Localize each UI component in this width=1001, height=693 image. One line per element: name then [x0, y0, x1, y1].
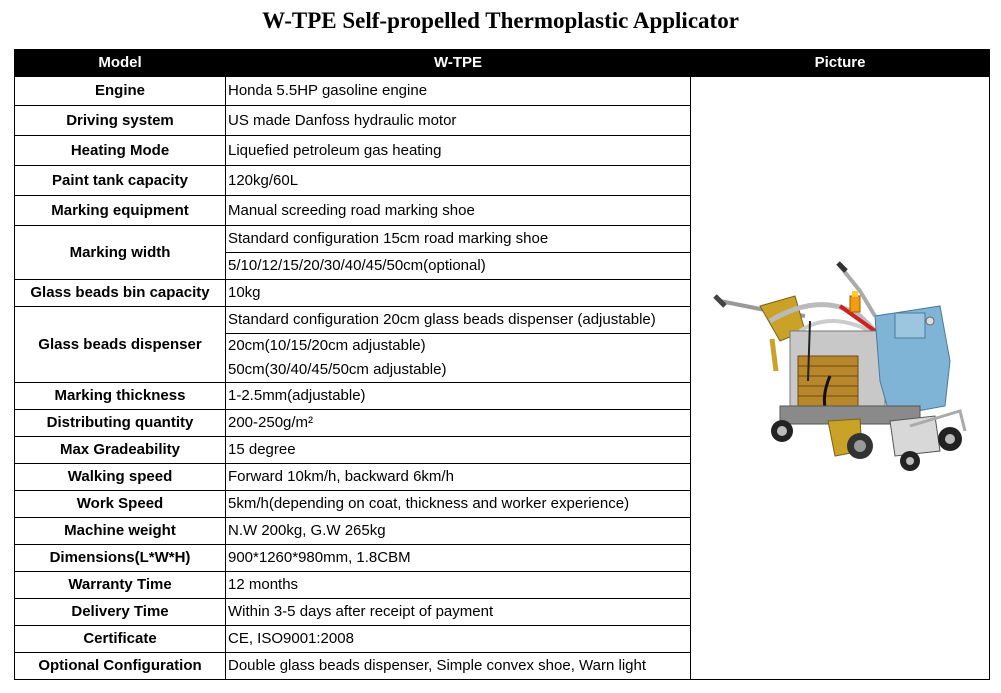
row-value: 10kg [226, 280, 691, 307]
row-value: Manual screeding road marking shoe [226, 196, 691, 226]
row-value: Honda 5.5HP gasoline engine [226, 77, 691, 106]
machine-picture [691, 77, 990, 680]
row-value: 1-2.5mm(adjustable) [226, 383, 691, 410]
row-value: Forward 10km/h, backward 6km/h [226, 464, 691, 491]
row-label: Warranty Time [15, 572, 226, 599]
row-value: 15 degree [226, 437, 691, 464]
row-value: 900*1260*980mm, 1.8CBM [226, 545, 691, 572]
row-value: 12 months [226, 572, 691, 599]
row-value: 200-250g/m² [226, 410, 691, 437]
row-label: Dimensions(L*W*H) [15, 545, 226, 572]
row-label: Walking speed [15, 464, 226, 491]
table-header-row [15, 50, 990, 77]
thermoplastic-applicator-image [710, 261, 970, 491]
row-label: Work Speed [15, 491, 226, 518]
row-value: 5/10/12/15/20/30/40/45/50cm(optional) [226, 253, 691, 280]
row-value: 5km/h(depending on coat, thickness and worker experience) [226, 491, 691, 518]
spec-table [14, 49, 990, 680]
row-label: Marking equipment [15, 196, 226, 226]
row-value: N.W 200kg, G.W 265kg [226, 518, 691, 545]
row-value: Double glass beads dispenser, Simple convex shoe, Warn light [226, 653, 691, 680]
row-label: Paint tank capacity [15, 166, 226, 196]
row-label: Heating Mode [15, 136, 226, 166]
row-value: CE, ISO9001:2008 [226, 626, 691, 653]
row-label: Driving system [15, 106, 226, 136]
header-model-value: W-TPE [226, 50, 691, 77]
row-label: Glass beads dispenser [15, 307, 226, 383]
row-value: 20cm(10/15/20cm adjustable) [226, 334, 691, 359]
header-picture: Picture [691, 50, 990, 77]
table-row [15, 77, 990, 106]
row-value: Liquefied petroleum gas heating [226, 136, 691, 166]
row-value: 50cm(30/40/45/50cm adjustable) [226, 358, 691, 383]
row-value: Within 3-5 days after receipt of payment [226, 599, 691, 626]
row-label: Marking width [15, 226, 226, 280]
row-label: Glass beads bin capacity [15, 280, 226, 307]
row-label: Marking thickness [15, 383, 226, 410]
row-value: 120kg/60L [226, 166, 691, 196]
row-value: US made Danfoss hydraulic motor [226, 106, 691, 136]
row-label: Distributing quantity [15, 410, 226, 437]
header-model: Model [15, 50, 226, 77]
row-label: Certificate [15, 626, 226, 653]
row-value: Standard configuration 20cm glass beads dispenser (adjustable) [226, 307, 691, 334]
row-label: Optional Configuration [15, 653, 226, 680]
row-label: Machine weight [15, 518, 226, 545]
row-label: Engine [15, 77, 226, 106]
page-title: W-TPE Self-propelled Thermoplastic Applicator [262, 8, 739, 33]
row-label: Delivery Time [15, 599, 226, 626]
row-value: Standard configuration 15cm road marking shoe [226, 226, 691, 253]
row-label: Max Gradeability [15, 437, 226, 464]
